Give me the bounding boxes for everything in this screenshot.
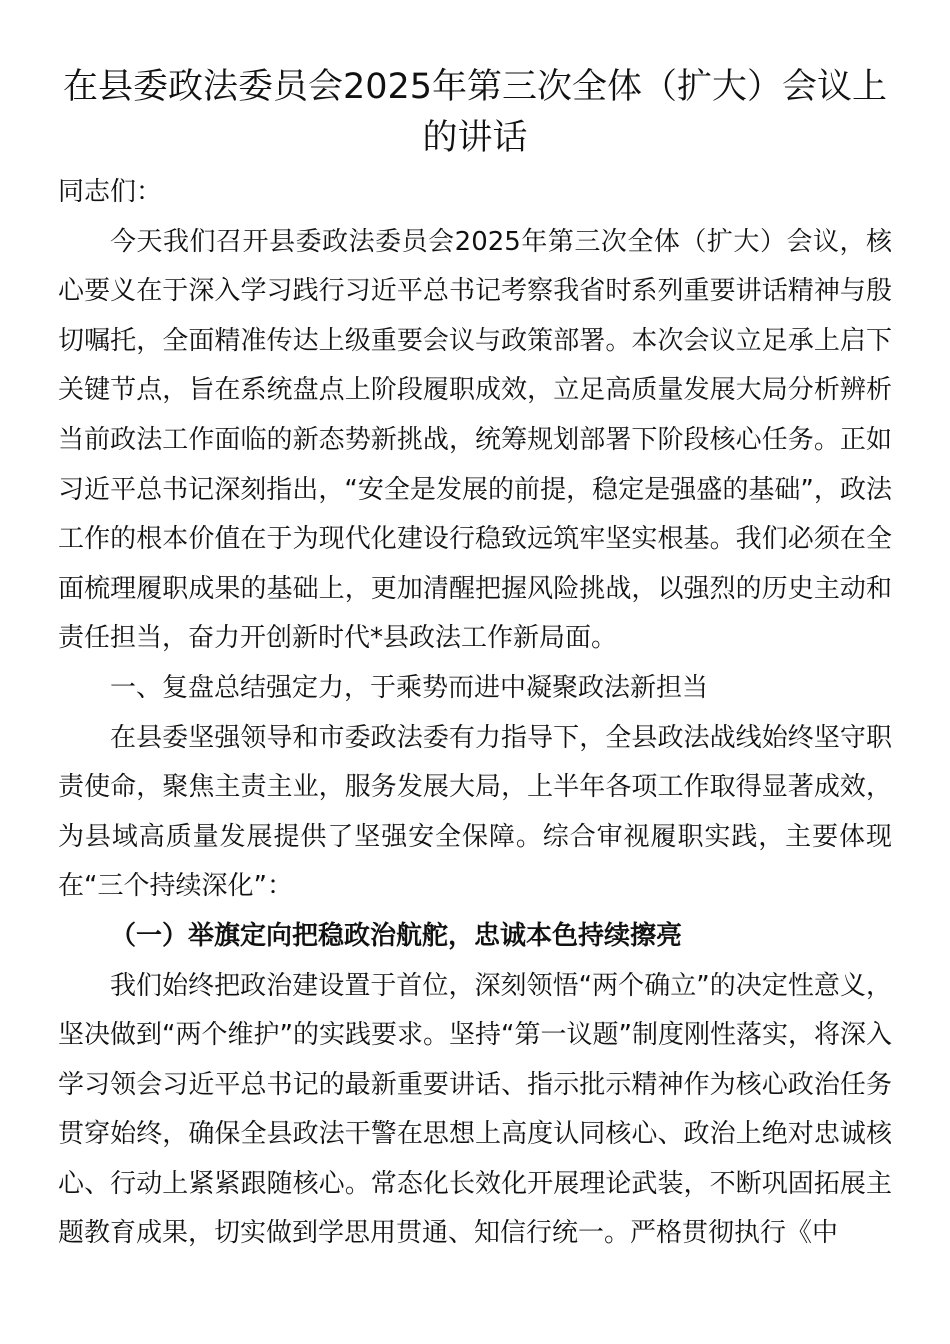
section-paragraph-1: 在县委坚强领导和市委政法委有力指导下，全县政法战线始终坚守职责使命，聚焦主责主业，服务发展大局，上半年各项工作取得显著成效，为县域高质量发展提供了坚强安全保障。综合审视履职实践，主要体现在“三个持续深化”： <box>58 722 892 902</box>
salutation: 同志们： <box>58 177 163 207</box>
document-title: 在县委政法委员会2025年第三次全体（扩大）会议上的讲话 <box>62 67 888 158</box>
intro-paragraph: 今天我们召开县委政法委员会2025年第三次全体（扩大）会议，核心要义在于深入学习践行习近平总书记考察我省时系列重要讲话精神与殷切嘱托，全面精准传达上级重要会议与政策部署。本次会议立足承上启下关键节点，旨在系统盘点上阶段履职成效，立足高质量发展大局分析辨析当前政法工作面临的新态势新挑战，统筹规划部署下阶段核心任务。正如习近平总书记深刻指出，“安全是发展的前提，稳定是强盛的基础”，政法工作的根本价值在于为现代化建设行稳致远筑牢坚实根基。我们必须在全面梳理履职成果的基础上，更加清醒把握风险挑战，以强烈的历史主动和责任担当，奋力开创新时代*县政法工作新局面。 <box>58 226 892 654</box>
subsection-heading-1: （一）举旗定向把稳政治航舵，忠诚本色持续擦亮 <box>110 920 683 951</box>
section-heading-1: 一、复盘总结强定力，于乘势而进中凝聚政法新担当 <box>110 672 709 703</box>
subsection-paragraph-1: 我们始终把政治建设置于首位，深刻领悟“两个确立”的决定性意义，坚决做到“两个维护”的实践要求。坚持“第一议题”制度刚性落实，将深入学习领会习近平总书记的最新重要讲话、指示批示精神作为核心政治任务贯穿始终，确保全县政法干警在思想上高度认同核心、政治上绝对忠诚核心、行动上紧紧跟随核心。常态化长效化开展理论武装，不断巩固拓展主题教育成果，切实做到学思用贯通、知信行统一。严格贯彻执行《中 <box>58 970 892 1249</box>
document-page <box>58 62 892 1259</box>
